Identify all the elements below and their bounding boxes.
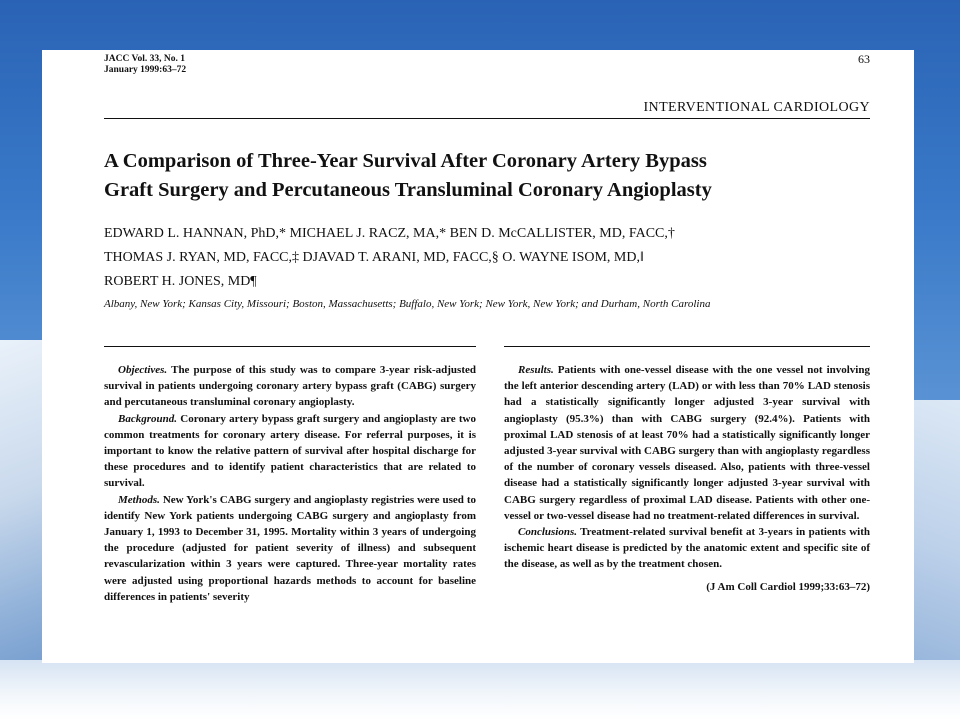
journal-volume: JACC Vol. 33, No. 1 <box>104 54 186 64</box>
background-text: Coronary artery bypass graft surgery and angioplasty are two common treatments for coronary artery disease. For referral purposes, it is important to know the relative pattern of survival after hospital discharge for these procedures and to identify patient characteristics that are related to survival. <box>104 412 476 490</box>
abstract-conclusions <box>504 524 870 573</box>
conclusions-text: Treatment-related survival benefit at 3-years in patients with ischemic heart disease is predicted by the anatomic extent and specific site of the disease, as well as by the treatment chosen. <box>504 526 870 571</box>
affiliations: Albany, New York; Kansas City, Missouri; Boston, Massachusetts; Buffalo, New York; New York, New York; and Durham, North Carolina <box>104 298 711 310</box>
abstract-results <box>504 362 870 524</box>
journal-date-pages: January 1999:63–72 <box>104 65 187 75</box>
abstract-column-left <box>104 362 476 605</box>
background-label: Background. <box>118 412 177 425</box>
journal-info <box>104 54 186 76</box>
author-list <box>104 222 884 294</box>
abstract-background <box>104 411 476 492</box>
abstract-column-right <box>504 362 870 595</box>
authors-line-1: EDWARD L. HANNAN, PhD,* MICHAEL J. RACZ, MA,* BEN D. McCALLISTER, MD, FACC,† <box>104 226 675 241</box>
objectives-text: The purpose of this study was to compare 3-year risk-adjusted survival in patients undergoing coronary artery bypass graft (CABG) surgery and percutaneous transluminal coronary angioplasty. <box>104 364 476 409</box>
section-heading: INTERVENTIONAL CARDIOLOGY <box>643 100 870 115</box>
title-line-2: Graft Surgery and Percutaneous Transluminal Coronary Angioplasty <box>104 179 712 201</box>
results-label: Results. <box>518 364 554 376</box>
authors-line-3: ROBERT H. JONES, MD¶ <box>104 274 257 289</box>
abstract-methods <box>104 492 476 605</box>
article-title <box>104 147 884 205</box>
abstract-rule-left <box>104 346 476 347</box>
citation: (J Am Coll Cardiol 1999;33:63–72) <box>706 580 870 593</box>
abstract-rule-right <box>504 346 870 347</box>
authors-line-2: THOMAS J. RYAN, MD, FACC,‡ DJAVAD T. ARANI, MD, FACC,§ O. WAYNE ISOM, MD,‖ <box>104 250 644 265</box>
objectives-label: Objectives. <box>118 364 168 376</box>
page-number: 63 <box>858 52 870 66</box>
title-line-1: A Comparison of Three-Year Survival After Coronary Artery Bypass <box>104 150 707 172</box>
background-snow <box>0 660 960 720</box>
results-text: Patients with one-vessel disease with the one vessel not involving the left anterior descending artery (LAD) or with less than 70% LAD stenosis had a statistically significantly longer adjusted 3-year survival with angioplasty (95.3%) than with CABG surgery (92.4%). Patients with proximal LAD stenosis of at least 70% had a statistically significantly longer adjusted 3-year survival with CABG surgery than with angioplasty regardless of the number of coronary vessels diseased. Also, patients with three-vessel disease had a statistically significantly longer adjusted 3-year survival with CABG surgery regardless of proximal LAD disease. Patients with other one-vessel or two-vessel disease had no treatment-related differences in survival. <box>504 364 870 522</box>
conclusions-label: Conclusions. <box>518 526 577 539</box>
abstract-objectives <box>104 362 476 411</box>
header-rule <box>104 118 870 119</box>
paper-page <box>42 50 914 663</box>
methods-label: Methods. <box>118 493 160 506</box>
methods-text: New York's CABG surgery and angioplasty registries were used to identify New York patients undergoing CABG surgery and angioplasty from January 1, 1993 to December 31, 1995. Mortality within 3 years of undergoing the procedure (adjusted for patient severity of illness) and subsequent revascularization within 3 years were captured. Three-year mortality rates were adjusted using proportional hazards methods to account for baseline differences in patients' severity <box>104 493 476 603</box>
